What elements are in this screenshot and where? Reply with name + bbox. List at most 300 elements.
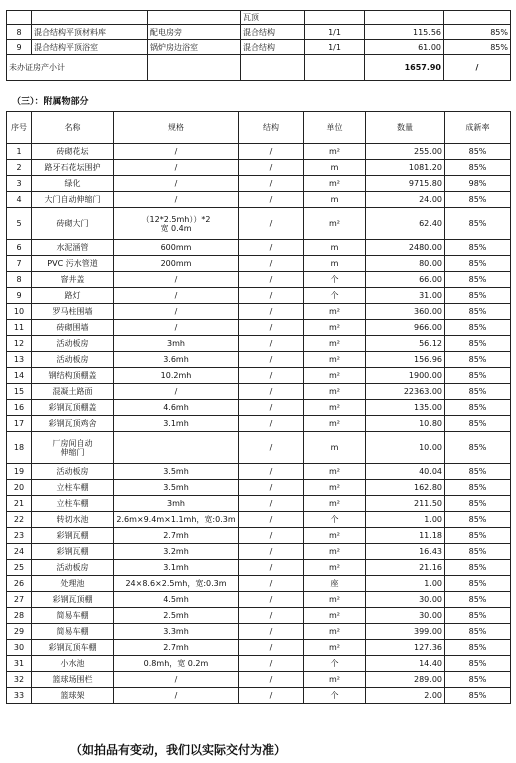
subtotal-struct [241, 55, 305, 81]
row-qty: 66.00 [366, 272, 445, 288]
row-number: 27 [7, 592, 32, 608]
row-spec-line: / [174, 387, 178, 396]
row-number: 8 [7, 25, 32, 40]
table-row [7, 368, 511, 384]
row-unit: m² [304, 400, 366, 416]
row-spec [114, 176, 239, 192]
row-name [32, 336, 114, 352]
row-spec [114, 272, 239, 288]
row-spec-line: 10.2mh [160, 371, 192, 380]
row-name-line: 水泥涵管 [56, 243, 89, 252]
row-qty: 1.00 [366, 512, 445, 528]
row-number: 14 [7, 368, 32, 384]
row-name-line: 大门自动伸缩门 [44, 195, 101, 204]
row-name [32, 144, 114, 160]
row-rate: 85% [445, 416, 511, 432]
row-rate: 85% [445, 496, 511, 512]
top-row [7, 11, 511, 25]
row-struct: / [239, 528, 304, 544]
row-struct: / [239, 208, 304, 240]
row-rate: 85% [445, 336, 511, 352]
row-struct: / [239, 272, 304, 288]
row-name-line: 彩钢瓦顶鸡舍 [48, 419, 97, 428]
row-rate: 85% [445, 288, 511, 304]
row-number: 10 [7, 304, 32, 320]
row-number: 30 [7, 640, 32, 656]
row-rate: 85% [445, 512, 511, 528]
row-spec [114, 496, 239, 512]
table-row [7, 560, 511, 576]
row-spec-line: 2.7mh [163, 643, 189, 652]
row-rate: 85% [445, 544, 511, 560]
row-qty: 360.00 [366, 304, 445, 320]
table-row [7, 304, 511, 320]
row-unit: m² [304, 608, 366, 624]
row-number: 24 [7, 544, 32, 560]
row-spec [114, 208, 239, 240]
table-row [7, 480, 511, 496]
row-name [32, 432, 114, 464]
row-qty: 40.04 [366, 464, 445, 480]
header-spec: 规格 [114, 112, 239, 144]
row-name [32, 11, 148, 25]
row-name [32, 544, 114, 560]
row-name [32, 384, 114, 400]
row-unit: m [304, 192, 366, 208]
row-struct: / [239, 256, 304, 272]
row-spec [114, 688, 239, 704]
table-row [7, 416, 511, 432]
row-number: 13 [7, 352, 32, 368]
row-struct: / [239, 464, 304, 480]
row-unit: m² [304, 480, 366, 496]
row-rate: 85% [445, 192, 511, 208]
row-unit: m² [304, 464, 366, 480]
row-qty: 56.12 [366, 336, 445, 352]
row-qty: 31.00 [366, 288, 445, 304]
row-rate: 98% [445, 176, 511, 192]
row-number: 7 [7, 256, 32, 272]
table-row [7, 624, 511, 640]
row-rate: 85% [445, 352, 511, 368]
row-unit: m² [304, 544, 366, 560]
row-rate: 85% [445, 688, 511, 704]
row-name-line: 彩钢瓦棚 [56, 531, 89, 540]
row-name-line: 小水池 [60, 659, 85, 668]
row-rate: 85% [445, 400, 511, 416]
row-qty: 16.43 [366, 544, 445, 560]
row-qty: 24.00 [366, 192, 445, 208]
row-name [32, 512, 114, 528]
row-spec-line-2: 宽 0.4m [160, 223, 192, 233]
top-row [7, 25, 511, 40]
row-number: 15 [7, 384, 32, 400]
row-name-line: 砖砌大门 [56, 219, 89, 228]
table-row [7, 256, 511, 272]
row-spec [114, 560, 239, 576]
row-spec-line: 3.1mh [163, 419, 189, 428]
row-struct: 混合结构 [241, 25, 305, 40]
row-unit: m² [304, 320, 366, 336]
row-name [32, 672, 114, 688]
row-struct: / [239, 416, 304, 432]
row-qty: 80.00 [366, 256, 445, 272]
row-spec-line: 3mh [167, 499, 185, 508]
row-rate: 85% [445, 272, 511, 288]
row-spec [114, 624, 239, 640]
row-spec-line: 3.6mh [163, 355, 189, 364]
row-name [32, 480, 114, 496]
row-rate: 85% [445, 240, 511, 256]
header-struct: 结构 [239, 112, 304, 144]
row-name [32, 320, 114, 336]
row-name-line: 彩钢瓦顶棚盖 [48, 403, 97, 412]
row-name-line: 立柱车棚 [56, 483, 89, 492]
row-spec [114, 192, 239, 208]
row-spec-line: （12*2.5mh））*2 [141, 214, 211, 224]
row-name-line: 简易车棚 [56, 611, 89, 620]
row-number: 29 [7, 624, 32, 640]
row-name-line: PVC 污水管道 [47, 259, 98, 268]
table-row [7, 672, 511, 688]
table-row [7, 144, 511, 160]
row-struct: / [239, 288, 304, 304]
subtotal-label: 未办证房产小计 [7, 55, 148, 81]
row-qty: 21.16 [366, 560, 445, 576]
row-number: 11 [7, 320, 32, 336]
row-spec [114, 352, 239, 368]
row-struct: / [239, 592, 304, 608]
row-number: 9 [7, 40, 32, 55]
row-unit: m² [304, 304, 366, 320]
row-number: 25 [7, 560, 32, 576]
row-name-line: 路牙石花坛围护 [44, 163, 101, 172]
row-unit: m² [304, 352, 366, 368]
row-name-line: 混凝土路面 [52, 387, 93, 396]
row-rate: 85% [445, 368, 511, 384]
row-number: 3 [7, 176, 32, 192]
row-number: 6 [7, 240, 32, 256]
row-struct: / [239, 672, 304, 688]
row-spec [114, 656, 239, 672]
row-qty: 115.56 [365, 25, 444, 40]
row-struct: / [239, 352, 304, 368]
top-table-body [7, 11, 511, 81]
row-number: 5 [7, 208, 32, 240]
row-rate: 85% [444, 40, 511, 55]
header-rate: 成新率 [445, 112, 511, 144]
row-number: 19 [7, 464, 32, 480]
row-spec-line: / [174, 675, 178, 684]
row-name [32, 576, 114, 592]
row-rate: 85% [445, 208, 511, 240]
row-spec-line: / [174, 163, 178, 172]
row-struct: / [239, 176, 304, 192]
row-qty: 10.80 [366, 416, 445, 432]
row-spec-line: 2.6m×9.4m×1.1mh，宽:0.3m [116, 515, 236, 524]
row-qty: 9715.80 [366, 176, 445, 192]
row-unit: 1/1 [305, 25, 365, 40]
appendage-table-body [7, 144, 511, 704]
row-rate [444, 11, 511, 25]
row-name-line-2: 伸缩门 [60, 447, 85, 457]
row-rate: 85% [445, 640, 511, 656]
row-rate: 85% [445, 256, 511, 272]
row-name [32, 640, 114, 656]
row-unit: 个 [304, 656, 366, 672]
row-spec-line: 3.2mh [163, 547, 189, 556]
row-qty: 211.50 [366, 496, 445, 512]
row-unit: m² [304, 208, 366, 240]
row-qty: 11.18 [366, 528, 445, 544]
row-unit: m [304, 256, 366, 272]
row-qty: 162.80 [366, 480, 445, 496]
row-name-line: 立柱车棚 [56, 499, 89, 508]
row-unit: 个 [304, 512, 366, 528]
row-number: 33 [7, 688, 32, 704]
row-struct: / [239, 384, 304, 400]
row-unit: m [304, 240, 366, 256]
row-qty: 1900.00 [366, 368, 445, 384]
row-struct: / [239, 192, 304, 208]
row-struct: / [239, 304, 304, 320]
row-unit: m² [304, 592, 366, 608]
row-unit: m [304, 432, 366, 464]
row-spec-line: 200mm [160, 259, 192, 268]
row-unit: m² [304, 384, 366, 400]
row-name-line: 彩钢瓦棚 [56, 547, 89, 556]
row-unit: m² [304, 528, 366, 544]
table-row [7, 528, 511, 544]
row-struct: / [239, 544, 304, 560]
row-qty: 14.40 [366, 656, 445, 672]
row-unit: 个 [304, 288, 366, 304]
row-spec [114, 288, 239, 304]
row-rate: 85% [445, 656, 511, 672]
row-struct: / [239, 368, 304, 384]
subtotal-row [7, 55, 511, 81]
top-row [7, 40, 511, 55]
row-name-line: 处理池 [60, 579, 85, 588]
row-number: 21 [7, 496, 32, 512]
subtotal-qty: 1657.90 [365, 55, 444, 81]
row-qty: 22363.00 [366, 384, 445, 400]
row-name [32, 560, 114, 576]
row-spec: 锅炉房边浴室 [148, 40, 241, 55]
row-spec-line: 2.5mh [163, 611, 189, 620]
row-name [32, 304, 114, 320]
table-row [7, 464, 511, 480]
row-unit: m² [304, 560, 366, 576]
row-spec-line: 0.8mh，宽 0.2m [143, 659, 209, 668]
row-rate: 85% [445, 576, 511, 592]
row-qty: 966.00 [366, 320, 445, 336]
row-spec [114, 544, 239, 560]
row-spec-line: 3.5mh [163, 483, 189, 492]
section-title: （三）：附属物部分 [12, 97, 89, 107]
row-spec-line: 3.3mh [163, 627, 189, 636]
table-row [7, 512, 511, 528]
table-row [7, 208, 511, 240]
row-name [32, 288, 114, 304]
row-unit: m² [304, 624, 366, 640]
row-name-line: 砖砌花坛 [56, 147, 89, 156]
row-name [32, 272, 114, 288]
table-row [7, 656, 511, 672]
row-rate: 85% [445, 384, 511, 400]
row-rate: 85% [444, 25, 511, 40]
row-qty: 127.36 [366, 640, 445, 656]
row-unit: m² [304, 368, 366, 384]
table-row [7, 176, 511, 192]
row-spec [114, 640, 239, 656]
row-struct: 混合结构 [241, 40, 305, 55]
subtotal-spec [148, 55, 241, 81]
row-number: 26 [7, 576, 32, 592]
row-spec [114, 608, 239, 624]
row-rate: 85% [445, 304, 511, 320]
row-qty: 1.00 [366, 576, 445, 592]
row-struct: / [239, 624, 304, 640]
row-struct: / [239, 608, 304, 624]
row-name-line: 活动板房 [56, 563, 89, 572]
row-name [32, 160, 114, 176]
table-row [7, 160, 511, 176]
row-name-line: 厂房间自动 [52, 438, 93, 448]
row-rate: 85% [445, 320, 511, 336]
row-struct: / [239, 432, 304, 464]
row-qty: 2.00 [366, 688, 445, 704]
table-row [7, 432, 511, 464]
row-rate: 85% [445, 624, 511, 640]
row-rate: 85% [445, 144, 511, 160]
row-spec [114, 384, 239, 400]
row-spec [114, 464, 239, 480]
row-spec [114, 240, 239, 256]
row-name-line: 彩钢瓦顶棚 [52, 595, 93, 604]
row-name-line: 砖砌围墙 [56, 323, 89, 332]
table-row [7, 272, 511, 288]
table-row [7, 496, 511, 512]
row-spec-line: 3.1mh [163, 563, 189, 572]
row-number: 20 [7, 480, 32, 496]
row-struct: / [239, 240, 304, 256]
row-spec [114, 432, 239, 464]
row-struct: / [239, 144, 304, 160]
row-qty: 2480.00 [366, 240, 445, 256]
row-rate: 85% [445, 672, 511, 688]
row-unit [305, 11, 365, 25]
header-name: 名称 [32, 112, 114, 144]
row-qty: 255.00 [366, 144, 445, 160]
row-spec [114, 480, 239, 496]
row-qty: 289.00 [366, 672, 445, 688]
row-struct: / [239, 496, 304, 512]
row-rate: 85% [445, 432, 511, 464]
table-row [7, 640, 511, 656]
row-spec-line: / [174, 195, 178, 204]
row-number: 2 [7, 160, 32, 176]
table-row [7, 336, 511, 352]
table-row [7, 576, 511, 592]
row-name-line: 绿化 [64, 179, 81, 188]
row-spec [114, 160, 239, 176]
row-name-line: 篮球架 [60, 691, 85, 700]
table-row [7, 400, 511, 416]
row-name: 混合结构平顶材料库 [32, 25, 148, 40]
row-unit: m² [304, 144, 366, 160]
row-name: 混合结构平顶浴室 [32, 40, 148, 55]
row-name [32, 400, 114, 416]
row-unit: m² [304, 672, 366, 688]
row-number: 4 [7, 192, 32, 208]
footer-note: （如拍品有变动，我们以实际交付为准） [70, 743, 287, 757]
table-row [7, 544, 511, 560]
row-name [32, 368, 114, 384]
row-spec-line: / [174, 179, 178, 188]
row-name [32, 608, 114, 624]
row-unit: m² [304, 640, 366, 656]
row-spec [114, 512, 239, 528]
row-name [32, 416, 114, 432]
row-spec [114, 320, 239, 336]
table-row [7, 384, 511, 400]
row-qty [365, 11, 444, 25]
row-number: 22 [7, 512, 32, 528]
row-spec [114, 592, 239, 608]
row-qty: 399.00 [366, 624, 445, 640]
row-spec-line: / [174, 275, 178, 284]
row-spec [114, 256, 239, 272]
row-name [32, 656, 114, 672]
row-name-line: 钢结构顶棚盖 [48, 371, 97, 380]
row-qty: 61.00 [365, 40, 444, 55]
row-unit: m² [304, 496, 366, 512]
row-struct: / [239, 480, 304, 496]
row-qty: 10.00 [366, 432, 445, 464]
row-number: 23 [7, 528, 32, 544]
row-number: 12 [7, 336, 32, 352]
row-qty: 1081.20 [366, 160, 445, 176]
row-struct: / [239, 640, 304, 656]
row-name [32, 624, 114, 640]
row-qty: 62.40 [366, 208, 445, 240]
row-name-line: 转切水池 [56, 515, 89, 524]
row-rate: 85% [445, 480, 511, 496]
row-name [32, 464, 114, 480]
appendage-table [6, 111, 511, 704]
row-spec [114, 416, 239, 432]
row-name [32, 192, 114, 208]
row-name [32, 496, 114, 512]
row-number: 28 [7, 608, 32, 624]
row-number: 32 [7, 672, 32, 688]
row-name [32, 352, 114, 368]
row-spec [148, 11, 241, 25]
row-struct: / [239, 560, 304, 576]
row-rate: 85% [445, 160, 511, 176]
table-row [7, 288, 511, 304]
row-rate: 85% [445, 592, 511, 608]
row-spec [114, 528, 239, 544]
row-spec [114, 336, 239, 352]
row-name-line: 简易车棚 [56, 627, 89, 636]
row-name [32, 688, 114, 704]
table-row [7, 592, 511, 608]
row-spec-line: 2.7mh [163, 531, 189, 540]
row-number: 9 [7, 288, 32, 304]
top-table [6, 10, 511, 81]
